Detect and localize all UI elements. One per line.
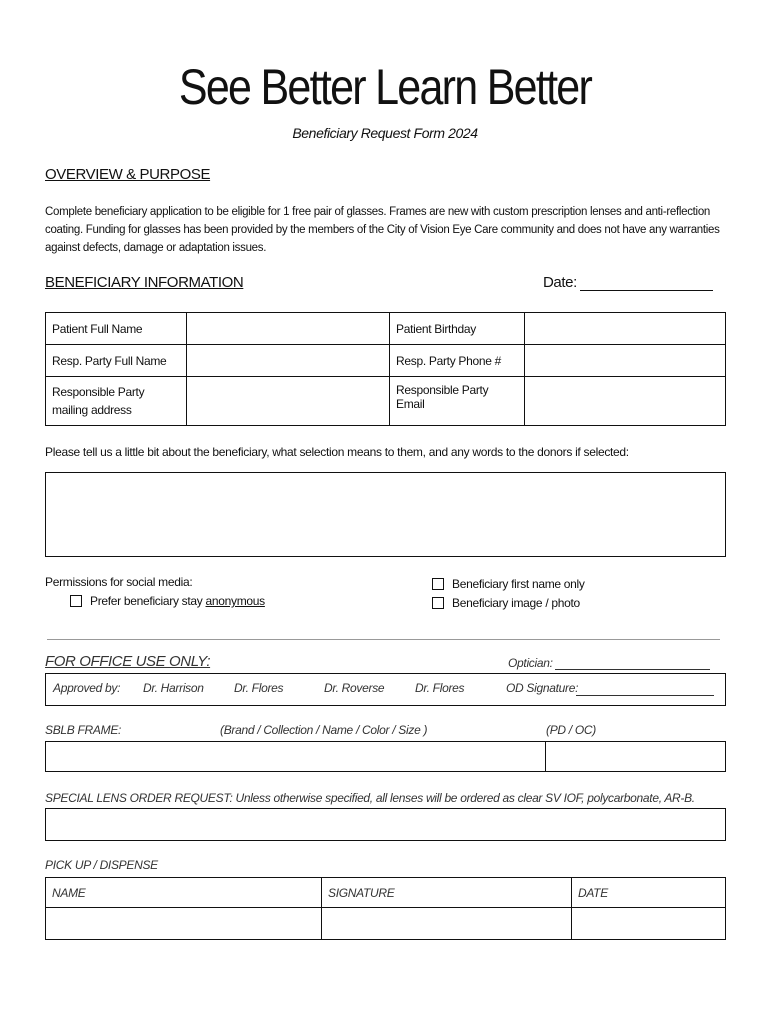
mailing-address-label: Responsible Party mailing address [46, 377, 187, 426]
pickup-signature-header: SIGNATURE [322, 878, 572, 908]
office-use-heading: FOR OFFICE USE ONLY: [45, 653, 211, 670]
table-row [46, 908, 726, 940]
form-subtitle: Beneficiary Request Form 2024 [292, 125, 478, 141]
patient-name-label: Patient Full Name [46, 313, 187, 345]
frame-label: SBLB FRAME: [45, 723, 122, 737]
resp-party-phone-label: Resp. Party Phone # [390, 345, 525, 377]
image-photo-label: Beneficiary image / photo [452, 596, 580, 610]
section-divider [47, 639, 720, 640]
patient-birthday-label: Patient Birthday [390, 313, 525, 345]
table-row [46, 878, 726, 908]
social-media-permissions-label: Permissions for social media: [45, 575, 193, 589]
pickup-name-field[interactable] [46, 908, 322, 940]
frame-field[interactable] [46, 742, 546, 772]
beneficiary-table [45, 312, 726, 426]
pickup-signature-field[interactable] [322, 908, 572, 940]
image-photo-option[interactable] [432, 596, 580, 610]
frame-details-label: (Brand / Collection / Name / Color / Size ) [220, 723, 428, 737]
pickup-date-header: DATE [572, 878, 726, 908]
pd-oc-label: (PD / OC) [546, 723, 596, 737]
pickup-table [45, 877, 726, 940]
pickup-label: PICK UP / DISPENSE [45, 858, 158, 872]
beneficiary-heading: BENEFICIARY INFORMATION [45, 274, 244, 291]
lens-request-field[interactable] [45, 808, 726, 841]
prefer-anonymous-text: Prefer beneficiary stay [90, 594, 206, 608]
mailing-address-field[interactable] [187, 377, 390, 426]
frame-table [45, 741, 726, 772]
image-photo-checkbox[interactable] [432, 597, 444, 609]
anonymous-word: anonymous [205, 594, 265, 608]
prefer-anonymous-option[interactable] [70, 594, 265, 608]
optician-field[interactable] [555, 669, 710, 670]
first-name-only-label: Beneficiary first name only [452, 577, 585, 591]
pickup-name-header: NAME [46, 878, 322, 908]
patient-name-field[interactable] [187, 313, 390, 345]
beneficiary-story-prompt: Please tell us a little bit about the beneficiary, what selection means to them, and any words to the donors if selected: [45, 445, 629, 459]
overview-paragraph: Complete beneficiary application to be eligible for 1 free pair of glasses. Frames are new with custom prescription lenses and anti-reflection coating. Funding for glasses has been provided by the members of the City of Vision Eye Care community and does not have any warranties against defects, damage or adaptation issues. [45, 206, 720, 254]
approved-by-label: Approved by: [53, 681, 121, 695]
od-signature-field[interactable] [576, 695, 714, 696]
pickup-date-field[interactable] [572, 908, 726, 940]
first-name-checkbox[interactable] [432, 578, 444, 590]
resp-party-name-label: Resp. Party Full Name [46, 345, 187, 377]
table-row [46, 313, 726, 345]
resp-party-email-field[interactable] [525, 377, 726, 426]
doctor-option[interactable]: Dr. Flores [415, 681, 465, 695]
lens-request-label: SPECIAL LENS ORDER REQUEST: Unless otherwise specified, all lenses will be ordered as clear SV IOF, polycarbonate, AR-B. [45, 791, 695, 805]
date-field[interactable] [580, 290, 713, 291]
doctor-option[interactable]: Dr. Harrison [143, 681, 204, 695]
table-row [46, 742, 726, 772]
anonymous-checkbox[interactable] [70, 595, 82, 607]
doctor-option[interactable]: Dr. Roverse [324, 681, 385, 695]
overview-heading: OVERVIEW & PURPOSE [45, 166, 211, 183]
patient-birthday-field[interactable] [525, 313, 726, 345]
table-row [46, 345, 726, 377]
optician-label: Optician: [508, 656, 553, 670]
resp-party-email-label: Responsible Party Email [390, 377, 525, 426]
table-row [46, 377, 726, 426]
doctor-option[interactable]: Dr. Flores [234, 681, 284, 695]
date-label: Date: [543, 274, 577, 291]
first-name-only-option[interactable] [432, 577, 585, 591]
beneficiary-story-field[interactable] [45, 472, 726, 557]
od-signature-label: OD Signature: [506, 681, 579, 695]
pd-oc-field[interactable] [546, 742, 726, 772]
page-title: See Better Learn Better [178, 59, 592, 115]
resp-party-name-field[interactable] [187, 345, 390, 377]
resp-party-phone-field[interactable] [525, 345, 726, 377]
